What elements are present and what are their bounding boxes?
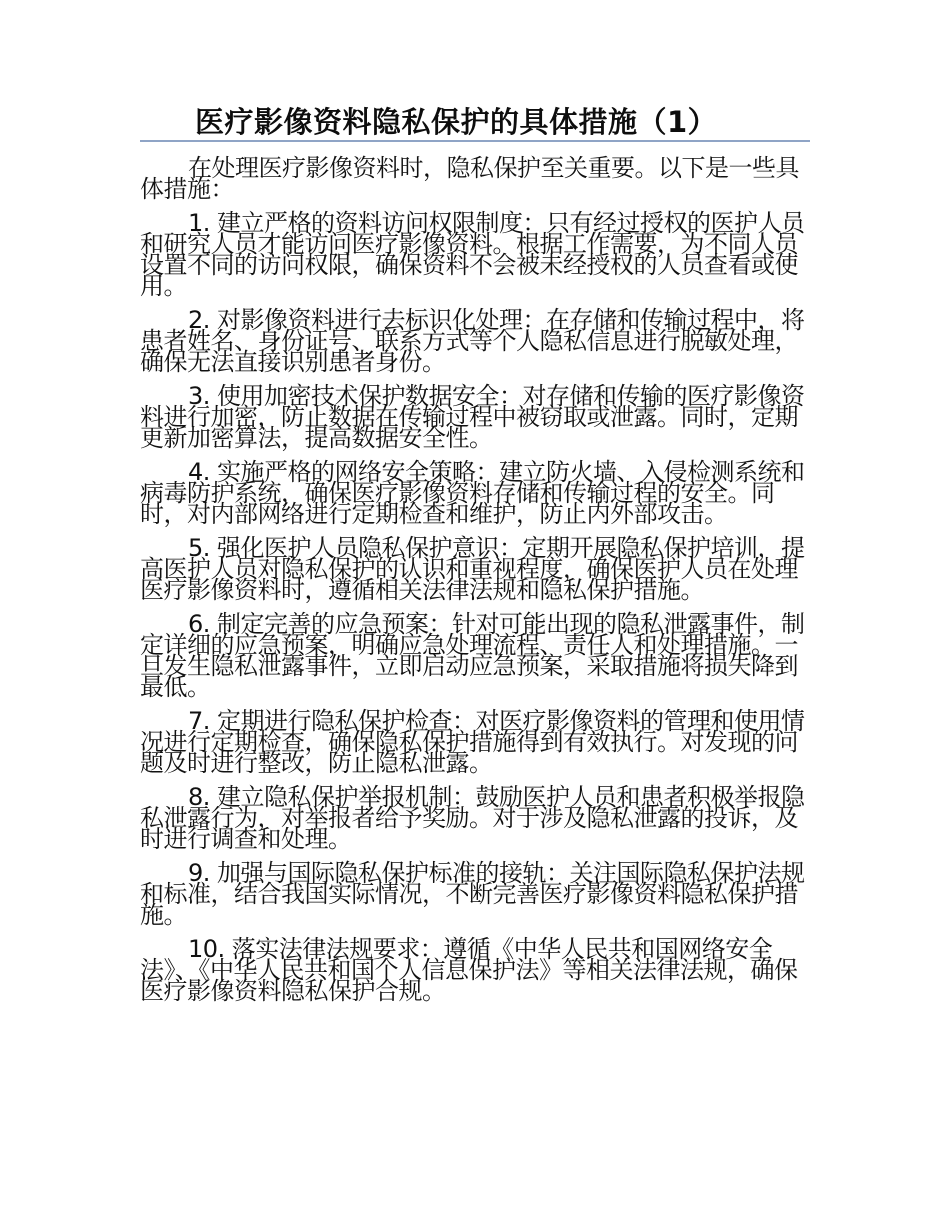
measure-item-7: 7. 定期进行隐私保护检查：对医疗影像资料的管理和使用情况进行定期检查，确保隐私保护措施得到有效执行。对发现的问题及时进行整改，防止隐私泄露。 xyxy=(140,707,805,777)
intro-paragraph: 在处理医疗影像资料时，隐私保护至关重要。以下是一些具体措施： xyxy=(140,154,799,203)
measure-item-10: 10. 落实法律法规要求：遵循《中华人民共和国网络安全法》、《中华人民共和国个人信息保护法》等相关法律法规，确保医疗影像资料隐私保护合规。 xyxy=(140,935,798,1005)
measure-item-1: 1. 建立严格的资料访问权限制度：只有经过授权的医护人员和研究人员才能访问医疗影像资料。根据工作需要，为不同人员设置不同的访问权限，确保资料不会被未经授权的人员查看或使用。 xyxy=(140,209,805,300)
measure-item-2: 2. 对影像资料进行去标识化处理：在存储和传输过程中，将患者姓名、身份证号、联系方式等个人隐私信息进行脱敏处理，确保无法直接识别患者身份。 xyxy=(140,306,805,376)
document-body xyxy=(140,154,812,1015)
measure-item-4: 4. 实施严格的网络安全策略：建立防火墙、入侵检测系统和病毒防护系统，确保医疗影像资料存储和传输过程的安全。同时，对内部网络进行定期检查和维护，防止内外部攻击。 xyxy=(140,458,805,528)
title-block xyxy=(140,104,810,142)
measure-item-8: 8. 建立隐私保护举报机制：鼓励医护人员和患者积极举报隐私泄露行为，对举报者给予奖励。对于涉及隐私泄露的投诉，及时进行调查和处理。 xyxy=(140,783,805,853)
measure-item-6: 6. 制定完善的应急预案：针对可能出现的隐私泄露事件，制定详细的应急预案，明确应急处理流程、责任人和处理措施。一旦发生隐私泄露事件，立即启动应急预案，采取措施将损失降到最低。 xyxy=(140,610,805,701)
document-title: 医疗影像资料隐私保护的具体措施（1） xyxy=(195,105,718,139)
measure-item-3: 3. 使用加密技术保护数据安全：对存储和传输的医疗影像资料进行加密，防止数据在传输过程中被窃取或泄露。同时，定期更新加密算法，提高数据安全性。 xyxy=(140,382,805,452)
measure-item-5: 5. 强化医护人员隐私保护意识：定期开展隐私保护培训，提高医护人员对隐私保护的认识和重视程度，确保医护人员在处理医疗影像资料时，遵循相关法律法规和隐私保护措施。 xyxy=(140,534,805,604)
measure-item-9: 9. 加强与国际隐私保护标准的接轨：关注国际隐私保护法规和标准，结合我国实际情况，不断完善医疗影像资料隐私保护措施。 xyxy=(140,859,805,929)
